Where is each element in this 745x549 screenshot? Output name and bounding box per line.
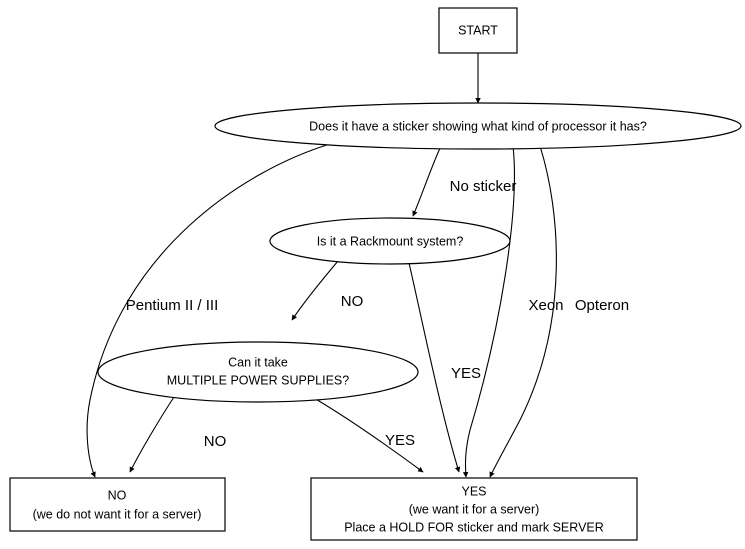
node-sticker-question[interactable] [215,103,741,149]
node-no-end-label-line2: (we do not want it for a server) [32,507,202,522]
node-yes-end[interactable] [311,478,637,540]
edge-label-opteron: Opteron [574,296,630,314]
node-sticker-label: Does it have a sticker showing what kind of processor it has? [309,119,647,134]
node-power-label-line2: MULTIPLE POWER SUPPLIES? [166,373,350,388]
node-power-question[interactable] [98,342,418,402]
node-rackmount-question[interactable] [270,218,510,264]
node-power-label-line1: Can it take [228,355,288,370]
node-start[interactable] [439,8,517,53]
edge-rackmount-to-yes-end [409,263,481,472]
edge-label-rackmount-yes: YES [450,364,482,382]
edge-label-xeon: Xeon [528,296,564,314]
node-yes-end-label-line3: Place a HOLD FOR sticker and mark SERVER [344,520,604,535]
node-no-end-label-line1: NO [107,488,127,503]
edge-label-power-yes: YES [384,431,416,449]
edge-label-power-no: NO [203,432,227,450]
node-yes-end-label-line2: (we want it for a server) [408,502,540,517]
edge-sticker-to-yes-end-xeon [465,146,563,477]
edge-label-no-sticker: No sticker [449,177,517,195]
edge-rackmount-to-power [292,261,363,320]
edge-label-rackmount-no: NO [340,292,364,310]
edge-power-to-yes-end [300,390,423,472]
edge-power-to-no-end [130,394,226,472]
edge-sticker-to-no-end [87,144,330,477]
edge-label-pentium: Pentium II / III [125,296,219,314]
edge-sticker-to-rackmount [413,146,516,216]
node-no-end[interactable] [10,478,225,531]
node-rackmount-label: Is it a Rackmount system? [316,234,464,249]
node-start-label: START [458,23,498,38]
node-yes-end-label-line1: YES [461,484,487,499]
